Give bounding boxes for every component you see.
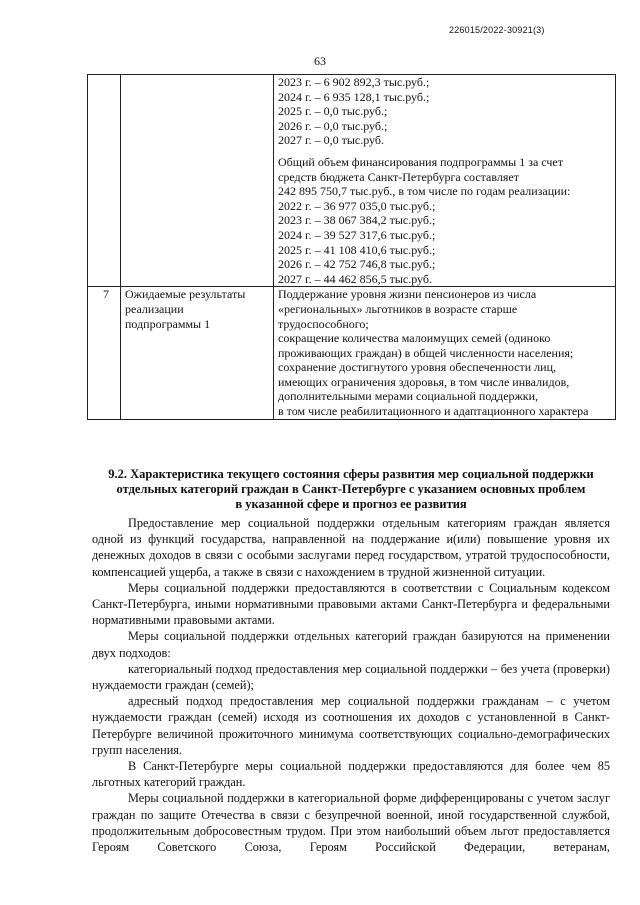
finance-line: 2025 г. – 0,0 тыс.руб.; [278,104,388,119]
heading-line: отдельных категорий граждан в Санкт-Петербурге с указанием основных проблем [116,482,586,496]
row-label-line: реализации [125,301,184,316]
paragraph: Меры социальной поддержки отдельных категорий граждан базируются на применении двух подходов: [92,629,610,660]
paragraph: Меры социальной поддержки предоставляются в соответствии с Социальным кодексом Санкт-Петербурга, иными нормативными правовыми актами Санкт-Петербурга и федеральными нормативными правовыми актами. [92,580,610,628]
result-line: проживающих граждан) в общей численности населения; [278,345,574,360]
row-label-cell [121,75,274,287]
result-line: трудоспособного; [278,316,369,331]
finance-year-line: 2026 г. – 42 752 746,8 тыс.руб.; [278,257,436,272]
document-id: 226015/2022-30921(3) [449,25,545,35]
table-row-financing [88,75,616,287]
finance-line: 2024 г. – 6 935 128,1 тыс.руб.; [278,89,430,104]
table-row-expected-results [88,287,616,419]
result-line: «региональных» льготников в возрасте старше [278,301,518,316]
row-number-cell: 7 [88,287,121,419]
subprogram-passport-table [87,74,616,420]
finance-year-line: 2024 г. – 39 527 317,6 тыс.руб.; [278,227,436,242]
expected-results-cell [274,287,616,419]
finance-year-line: 2022 г. – 36 977 035,0 тыс.руб.; [278,198,436,213]
finance-total-line: средств бюджета Санкт-Петербурга составляет [278,169,519,184]
result-line: сохранение достигнутого уровня обеспеченности лиц, [278,360,557,375]
row-label-line: Ожидаемые результаты [125,287,246,302]
paragraph: адресный подход предоставления мер социальной поддержки гражданам – с учетом нуждаемости граждан (семей) исходя из соотношения их доходов с установленной в Санкт-Петербурге величиной прожиточного минимума соответствующих социально-демографических групп населения. [92,694,610,757]
result-line: сокращение количества малоимущих семей (одиноко [278,331,551,346]
financing-cell [274,75,616,287]
finance-total-line: Общий объем финансирования подпрограммы 1 за счет [278,154,563,169]
paragraph: категориальный подход предоставления мер социальной поддержки – без учета (проверки) нуждаемости граждан (семей); [92,661,610,693]
finance-year-line: 2023 г. – 38 067 384,2 тыс.руб.; [278,213,436,228]
result-line: дополнительными мерами социальной поддержки, [278,389,539,404]
result-line: в том числе реабилитационного и адаптационного характера [278,404,589,419]
finance-year-line: 2027 г. – 44 462 856,5 тыс.руб. [278,271,432,286]
result-line: Поддержание уровня жизни пенсионеров из числа [278,287,537,302]
paragraph: Меры социальной поддержки в категориальной форме дифференцированы с учетом заслуг граждан по защите Отечества в связи с безупречной военной, иной государственной службой, продолжительным добросовестным трудом. При этом наибольший объем льгот предоставляется Героям Советского Союза, Героям Российской Федерации, ветеранам, [92,791,610,855]
paragraph: Предоставление мер социальной поддержки отдельным категориям граждан является одной из функций государства, направленной на поддержание и(или) повышение уровня их денежных доходов в связи с особыми заслугами перед государством, утратой трудоспособности, компенсацией ущерба, а также в связи с нахождением в трудной жизненной ситуации. [92,516,610,579]
section-heading [92,467,610,512]
heading-line: в указанной сфере и прогноз ее развития [235,497,467,511]
row-label-cell [121,287,274,419]
finance-line: 2026 г. – 0,0 тыс.руб.; [278,118,388,133]
row-number-cell [88,75,121,287]
row-label-line: подпрограммы 1 [125,316,211,331]
finance-line: 2023 г. – 6 902 892,3 тыс.руб.; [278,75,430,89]
finance-line: 2027 г. – 0,0 тыс.руб. [278,133,384,148]
paragraph: В Санкт-Петербурге меры социальной поддержки предоставляются для более чем 85 льготных категорий граждан. [92,759,610,790]
section-body [92,515,610,855]
finance-year-line: 2025 г. – 41 108 410,6 тыс.руб.; [278,242,436,257]
heading-line: 9.2. Характеристика текущего состояния сферы развития мер социальной поддержки [108,467,594,481]
result-line: имеющих ограничения здоровья, в том числе инвалидов, [278,374,570,389]
finance-total-line: 242 895 750,7 тыс.руб., в том числе по годам реализации: [278,184,571,199]
page-number: 63 [314,54,326,68]
